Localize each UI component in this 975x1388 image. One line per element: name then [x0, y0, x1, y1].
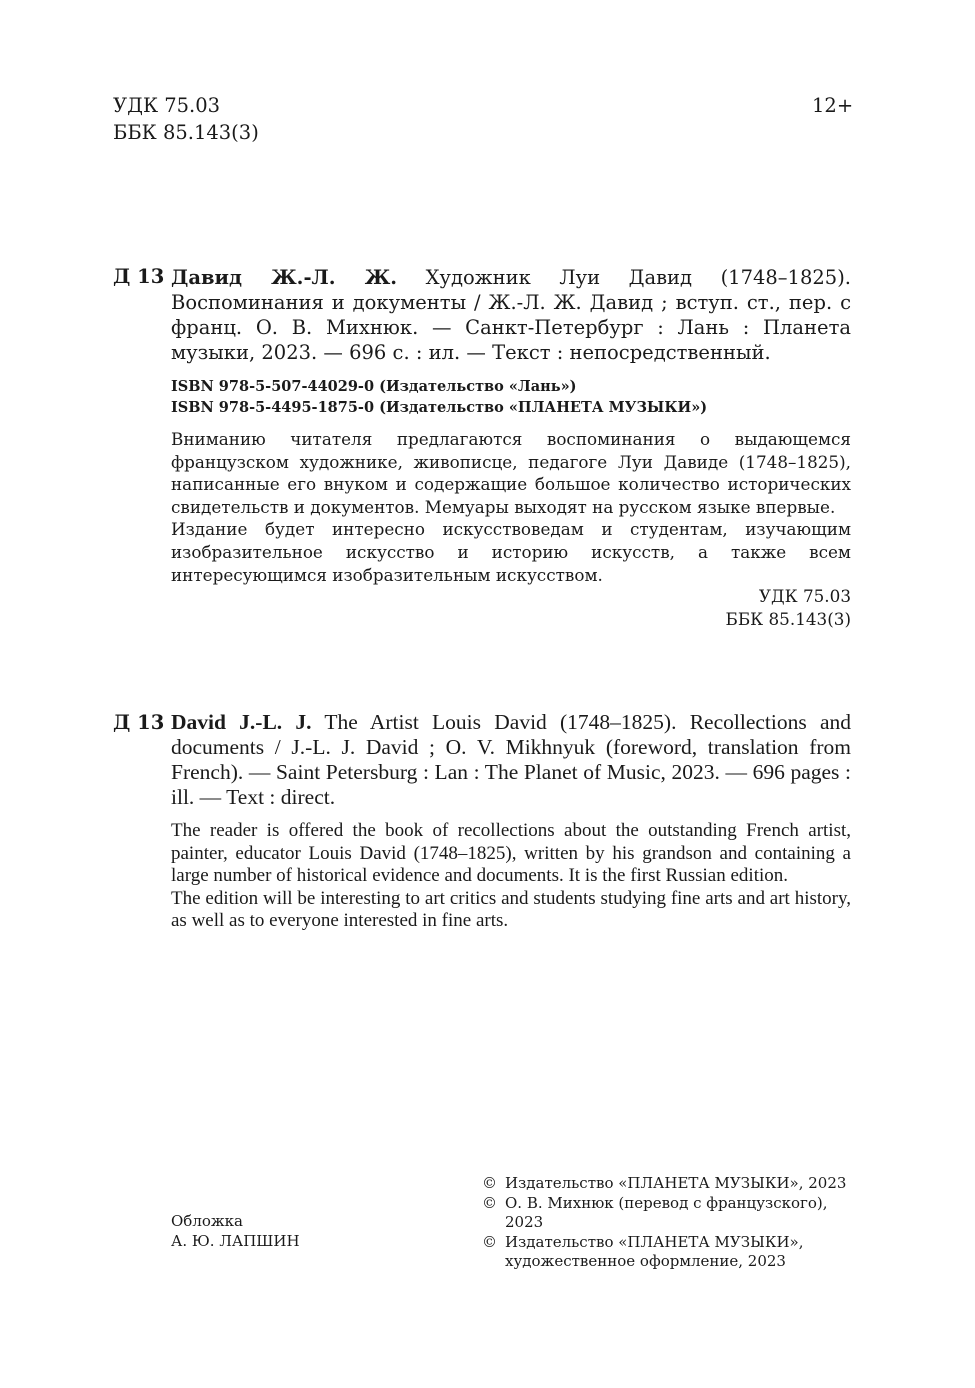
ru-bibliographic-description — [171, 265, 851, 365]
en-entry-code: Д 13 — [113, 711, 165, 734]
ru-entry-code: Д 13 — [113, 265, 165, 288]
en-abstract-paragraph-1: The reader is offered the book of recollections about the outstanding French artist, painter, educator Louis David (1748–1825), written by his grandson and containing a large number of historical evidence and documents. It is the first Russian edition. — [171, 820, 851, 887]
ru-index-codes — [600, 585, 851, 630]
ru-bbk: ББК 85.143(3) — [725, 608, 851, 629]
copyright-line — [482, 1252, 862, 1272]
header-udk: УДК 75.03 — [113, 94, 221, 117]
cover-artist: А. Ю. ЛАПШИН — [171, 1231, 300, 1250]
ru-isbn-block — [171, 376, 707, 418]
copyright-line — [482, 1174, 862, 1194]
header-classification — [113, 92, 259, 146]
ru-udk: УДК 75.03 — [758, 586, 851, 606]
copyright-line — [482, 1233, 862, 1253]
copyright-translator: О. В. Михнюк (перевод с французского), 2023 — [505, 1193, 828, 1231]
isbn-lan: ISBN 978-5-507-44029-0 (Издательство «Лань») — [171, 378, 577, 395]
copyright-icon: © — [482, 1174, 497, 1192]
header-bbk: ББК 85.143(3) — [113, 121, 259, 144]
en-author: David J.-L. J. — [171, 710, 312, 734]
ru-abstract — [171, 428, 851, 586]
ru-abstract-paragraph-1: Вниманию читателя предлагаются воспоминания о выдающемся французском художнике, живописце, педагоге Луи Давиде (1748–1825), написанные его внуком и содержащие большое количество исторических свидетельств и документов. Мемуары выходят на русском языке впервые. — [171, 429, 851, 517]
cover-credit — [171, 1212, 300, 1251]
cover-label: Обложка — [171, 1212, 244, 1230]
en-description: The Artist Louis David (1748–1825). Recollections and documents / J.-L. J. David ; O. V. Mikhnyuk (foreword, translation from French). — Saint Petersburg : Lan : The Planet of Music, 2023. — 696 pages : ill. — Text : direct. — [171, 710, 851, 809]
copyright-design: Издательство «ПЛАНЕТА МУЗЫКИ», — [505, 1232, 804, 1251]
en-bibliographic-description — [171, 710, 851, 810]
en-abstract-paragraph-2: The edition will be interesting to art critics and students studying fine arts and art history, as well as to everyone interested in fine arts. — [171, 887, 851, 932]
isbn-planet-music: ISBN 978-5-4495-1875-0 (Издательство «ПЛАНЕТА МУЗЫКИ») — [171, 399, 708, 416]
copyright-block — [482, 1174, 862, 1272]
copyright-design-cont: художественное оформление, 2023 — [505, 1252, 786, 1270]
age-rating: 12+ — [812, 94, 854, 117]
ru-abstract-paragraph-2: Издание будет интересно искусствоведам и студентам, изучающим изобразительное искусство и историю искусств, а также всем интересующимся изобразительным искусством. — [171, 519, 851, 585]
copyright-publisher: Издательство «ПЛАНЕТА МУЗЫКИ», 2023 — [505, 1174, 847, 1192]
ru-description: Художник Луи Давид (1748–1825). Воспоминания и документы / Ж.-Л. Ж. Давид ; вступ. ст., пер. с франц. О. В. Михнюк. — Санкт-Петербург : Лань : Планета музыки, 2023. — 696 с. : ил. — Текст : непосредственный. — [171, 266, 851, 364]
copyright-icon: © — [482, 1193, 497, 1212]
copyright-icon: © — [482, 1232, 497, 1251]
en-abstract — [171, 820, 851, 933]
ru-author: Давид Ж.-Л. Ж. — [171, 266, 398, 289]
copyright-line — [482, 1194, 862, 1233]
